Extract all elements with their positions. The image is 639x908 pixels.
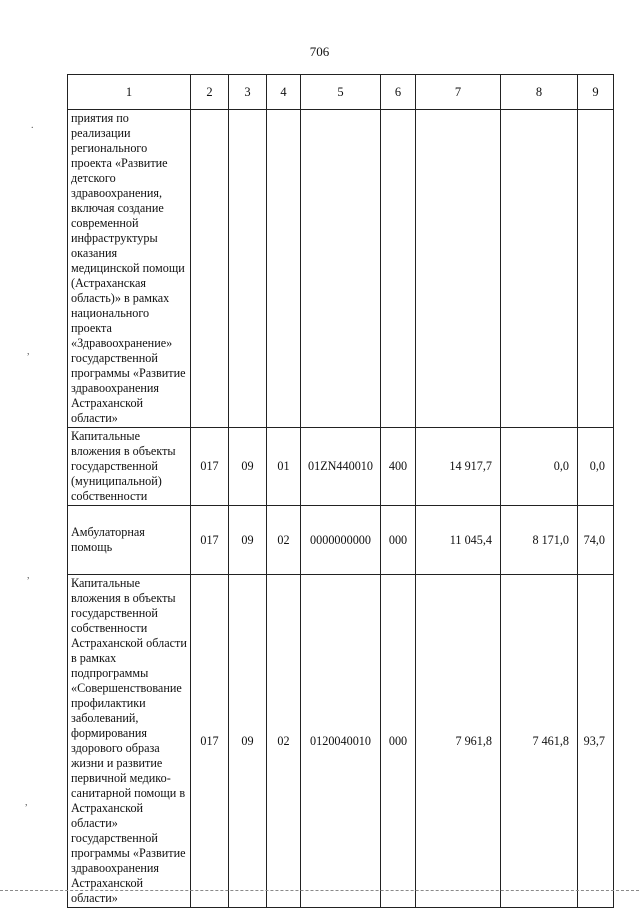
cell-section: 09 xyxy=(229,506,267,575)
cell-executed: 7 461,8 xyxy=(501,575,578,908)
cell-section: 09 xyxy=(229,575,267,908)
scan-mark: , xyxy=(27,570,30,581)
cell-expense-type xyxy=(381,110,416,428)
cell-subsection: 02 xyxy=(267,506,301,575)
cell-subsection: 02 xyxy=(267,575,301,908)
header-cell-4: 4 xyxy=(267,75,301,110)
header-cell-7: 7 xyxy=(416,75,501,110)
header-cell-3: 3 xyxy=(229,75,267,110)
cell-expense-type: 000 xyxy=(381,506,416,575)
cell-executed xyxy=(501,110,578,428)
header-cell-8: 8 xyxy=(501,75,578,110)
budget-table xyxy=(67,74,614,908)
cell-planned: 7 961,8 xyxy=(416,575,501,908)
page-number: 706 xyxy=(309,44,330,59)
table-row xyxy=(68,110,614,428)
cell-target-article: 0120040010 xyxy=(301,575,381,908)
cell-executed: 0,0 xyxy=(501,428,578,506)
page-bottom-edge xyxy=(0,890,639,891)
cell-section: 09 xyxy=(229,428,267,506)
row-description: Капитальные вложения в объекты государственной (муниципальной) собственности xyxy=(68,428,191,506)
cell-planned: 11 045,4 xyxy=(416,506,501,575)
cell-percent xyxy=(578,110,614,428)
scan-mark: , xyxy=(27,346,30,357)
cell-ministry xyxy=(191,110,229,428)
header-cell-5: 5 xyxy=(301,75,381,110)
cell-percent: 74,0 xyxy=(578,506,614,575)
cell-target-article xyxy=(301,110,381,428)
cell-target-article: 0000000000 xyxy=(301,506,381,575)
cell-percent: 0,0 xyxy=(578,428,614,506)
cell-target-article: 01ZN440010 xyxy=(301,428,381,506)
scan-mark: , xyxy=(25,797,28,808)
cell-planned: 14 917,7 xyxy=(416,428,501,506)
table-row xyxy=(68,575,614,908)
table-row xyxy=(68,428,614,506)
header-cell-2: 2 xyxy=(191,75,229,110)
row-description: Капитальные вложения в объекты государственной собственности Астраханской области в рамках подпрограммы «Совершенствование профилактики заболеваний, формирования здорового образа жизни и развитие первичной медико-санитарной помощи в Астраханской области» государственной программы «Развитие здравоохранения Астраханской области» xyxy=(68,575,191,908)
cell-subsection xyxy=(267,110,301,428)
cell-ministry: 017 xyxy=(191,575,229,908)
table-row xyxy=(68,506,614,575)
cell-expense-type: 400 xyxy=(381,428,416,506)
cell-executed: 8 171,0 xyxy=(501,506,578,575)
cell-ministry: 017 xyxy=(191,428,229,506)
row-description: приятия по реализации регионального проекта «Развитие детского здравоохранения, включая создание современной инфраструктуры оказания медицинской помощи (Астраханская область)» в рамках национального проекта «Здравоохранение» государственной программы «Развитие здравоохранения Астраханской области» xyxy=(68,110,191,428)
header-row xyxy=(68,75,614,110)
cell-ministry: 017 xyxy=(191,506,229,575)
cell-section xyxy=(229,110,267,428)
header-cell-6: 6 xyxy=(381,75,416,110)
row-description: Амбулаторная помощь xyxy=(68,506,191,575)
header-cell-1: 1 xyxy=(68,75,191,110)
header-cell-9: 9 xyxy=(578,75,614,110)
cell-percent: 93,7 xyxy=(578,575,614,908)
cell-expense-type: 000 xyxy=(381,575,416,908)
scan-mark: . xyxy=(31,120,34,131)
cell-planned xyxy=(416,110,501,428)
cell-subsection: 01 xyxy=(267,428,301,506)
